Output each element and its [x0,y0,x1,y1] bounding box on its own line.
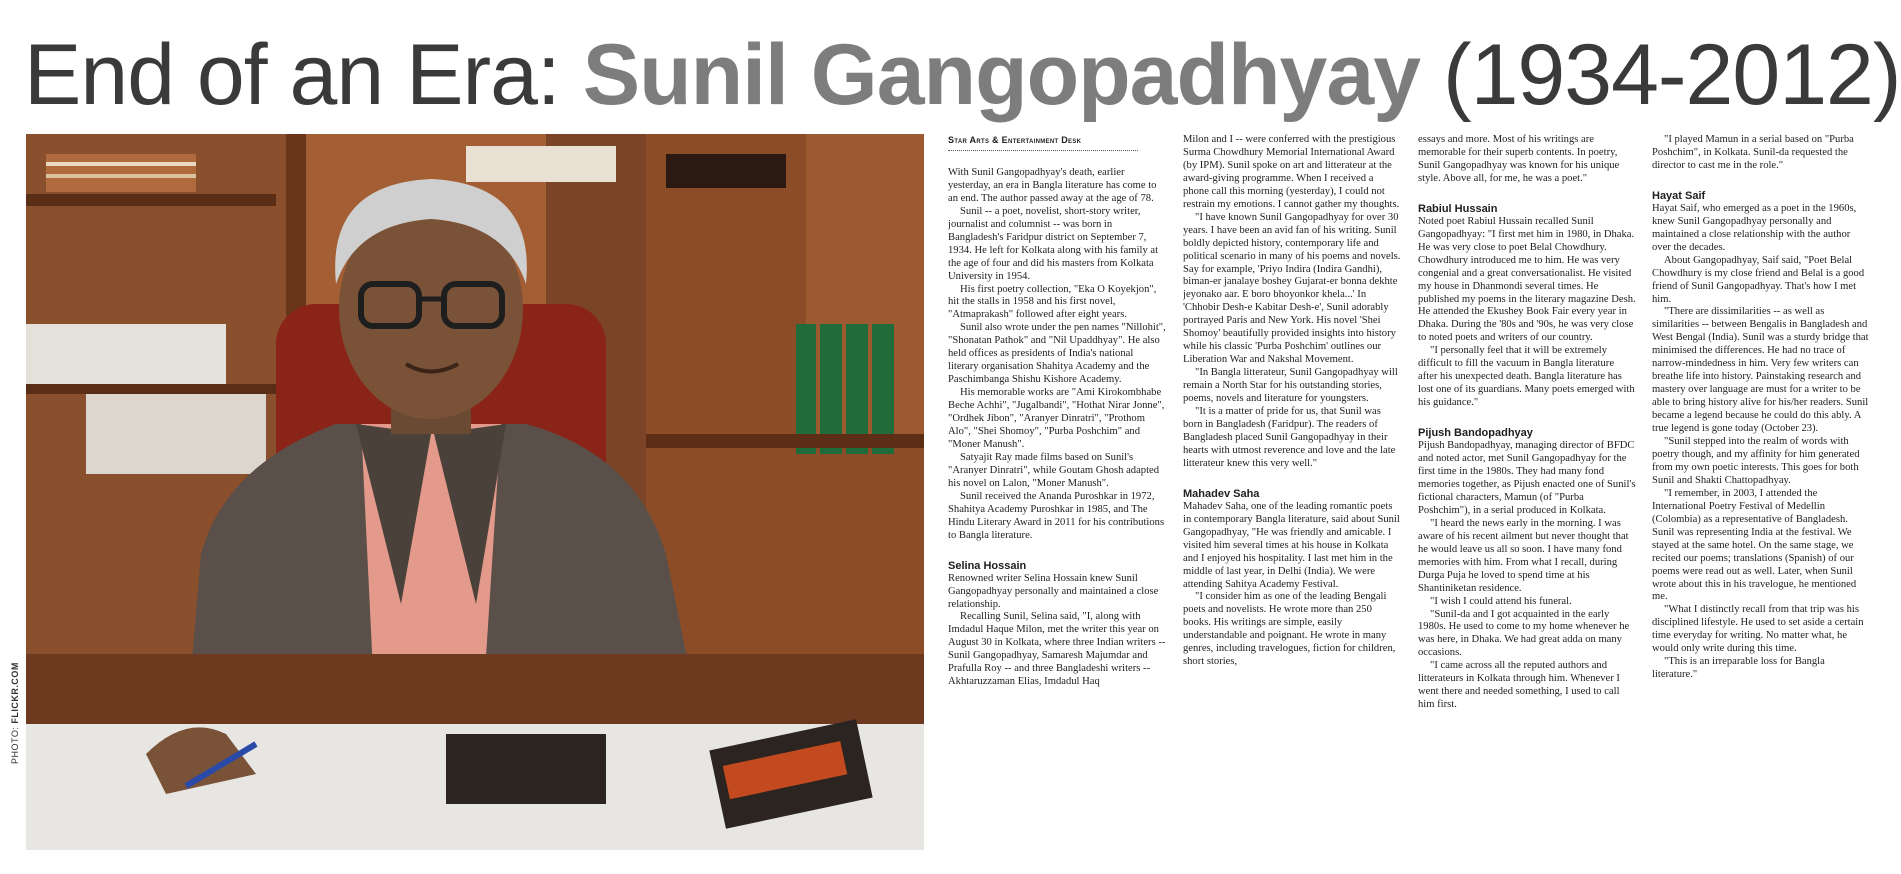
subhead-mahadev-saha: Mahadev Saha [1183,487,1260,500]
paragraph: essays and more. Most of his writings are memorable for their superb contents. In poetry, Sunil Gangopadhyay was known for his unique style. Above all, for me, he was a poet." [1418,134,1620,184]
article-column-3 [1418,134,1636,854]
paragraph: "I heard the news early in the morning. I was aware of his recent ailment but never thought that he would leave us all so soon. I have many fond memories with him. From what I recall, during Durga Puja he loved to spend time at his Shantiniketan residence. [1418,517,1629,594]
paragraph: Renowned writer Selina Hossain knew Sunil Gangopadhyay personally and maintained a close relationship. [948,572,1159,610]
subhead-selina-hossain: Selina Hossain [948,559,1027,572]
photo-credit [10,662,22,764]
paragraph: "I personally feel that it will be extremely difficult to fill the vacuum in Bangla literature after his unexpected death. Bangla literature has lost one of its guardians. Many poets emerged with his guidance." [1418,345,1635,409]
headline [24,20,1901,130]
paragraph: With Sunil Gangopadhyay's death, earlier yesterday, an era in Bangla literature has come to an end. The author passed away at the age of 78. [948,166,1157,204]
paragraph: "I played Mamun in a serial based on "Purba Poshchim", in Kolkata. Sunil-da requested the director to cast me in the role." [1652,134,1854,171]
paragraph: Pijush Bandopadhyay, managing director of BFDC and noted actor, met Sunil Gangopadhyay for the first time in the 1980s. They had many fond memories together, as Pijush enacted one of Sunil's fictional characters, Mamun (of "Purba Poshchim"), in a serial produced in Kolkata. [1418,440,1636,516]
paragraph: "It is a matter of pride for us, that Sunil was born in Bangladesh (Faridpur). The readers of Bangladesh placed Sunil Gangopadhyay in their hearts with utmost reverence and love and the late litterateur knew this very well." [1183,406,1396,469]
byline: Star Arts & Entertainment Desk [948,134,1138,151]
paragraph: Hayat Saif, who emerged as a poet in the 1960s, knew Sunil Gangopadhyay personally and maintained a close relationship with the author over the decades. [1652,202,1857,253]
paragraph: "Sunil stepped into the realm of words with poetry though, and my affinity for him generated from my own poetic interests. This goes for both Sunil and Shakti Chattopadhyay. [1652,436,1860,486]
article-column-4 [1652,134,1870,854]
paragraph: Noted poet Rabiul Hussain recalled Sunil Gangopadhyay: "I first met him in 1980, in Dhaka. He was very close to poet Belal Chowdhury. Chowdhury introduced me to him. He was very congenial and a great conversationalist. He visited my house in Dhanmondi several times. He published my poems in the literary magazine Desh. He attended the Ekushey Book Fair every year in Dhaka. During the '80s and '90s, he was very close to noted poets and writers of our country. [1418,215,1636,344]
subhead-rabiul-hussain: Rabiul Hussain [1418,202,1498,215]
subhead-hayat-saif: Hayat Saif [1652,189,1706,202]
paragraph: "I remember, in 2003, I attended the International Poetry Festival of Medellin (Colombia) as a representative of Bangladesh. Sunil was representing India at the festival. We stayed at the same hotel. On the same stage, we recited our poems; translations (Spanish) of our poems were read out as well. Later, when Sunil wrote about this in his travelogue, he mentioned me. [1652,487,1857,603]
paragraph: "I consider him as one of the leading Bengali poets and novelists. He wrote more than 250 books. His writings are simple, easily understandable and poignant. He wrote in many genres, including travelogues, fiction for children, short stories, [1183,591,1396,668]
headline-lead: End of an Era: [24,27,583,123]
paragraph: Sunil received the Ananda Puroshkar in 1972, Shahitya Academy Puroshkar in 1985, and The Hindu Literary Award in 2011 for his contributions to Bangla literature. [948,490,1165,541]
paragraph: Satyajit Ray made films based on Sunil's "Aranyer Dinratri", while Goutam Ghosh adapted his novel on Lalon, "Moner Manush". [948,451,1160,489]
paragraph: Sunil also wrote under the pen names "Nillohit", "Shonatan Pathok" and "Nil Upaddhyay". He also held offices as presidents of India's national literary organisation Shahitya Academy and the Paschimbanga Shishu Kishore Academy. [948,322,1166,386]
paragraph: "In Bangla litterateur, Sunil Gangopadhyay will remain a North Star for his outstanding stories, poems, novels and literature for youngsters. [1183,367,1398,405]
paragraph: Mahadev Saha, one of the leading romantic poets in contemporary Bangla literature, said about Sunil Gangopadhyay, "He was friendly and amicable. I visited him several times at his house in Kolkata and I enjoyed his hospitality. I last met him in the middle of last year, in Delhi (India). We were attending Sahitya Academy Festival. [1183,500,1400,590]
paragraph: "This is an irreparable loss for Bangla literature." [1652,656,1825,681]
article-column-2 [1183,134,1401,854]
paragraph: "There are dissimilarities -- as well as similarities -- between Bengalis in Bangladesh and West Bengal (India). Sunil was a sturdy bridge that minimised the differences. He had no trace of narrow-mindedness in him. Very few writers can breathe life into history. Painstaking research and mastery over language are must for a writer to be able to bring history alive for his/her readers. Sunil became a legend because he could do this ably. A true legend is gone today (October 23). [1652,306,1869,435]
headline-name: Sunil Gangopadhyay [582,27,1421,123]
paragraph: About Gangopadhyay, Saif said, "Poet Belal Chowdhury is my close friend and Belal is a good friend of Sunil Gangopadhyay. That's how I met him. [1652,254,1865,305]
paragraph: "I wish I could attend his funeral. [1430,595,1572,607]
subhead-pijush-bandopadhyay: Pijush Bandopadhyay [1418,427,1533,440]
author-photo [26,134,924,850]
paragraph: "I have known Sunil Gangopadhyay for over 30 years. I have been an avid fan of his writing. Sunil boldly depicted history, contemporary life and political scenario in many of his poems and novels. Say for example, 'Priyo Indira (Indira Gandhi), biman-er janalaye boshey Gujarat-er bonna dekhte jeyonako aar. E boro bhoyonkor khela...' In 'Chhobir Desh-e Kabitar Desh-e', Sunil adorably portrayed Paris and New York. His novel 'Shei Shomoy' beautifully provided insights into history while his classic 'Purba Poshchim' outlines our Liberation War and Nakshal Movement. [1183,211,1401,366]
paragraph: His first poetry collection, "Eka O Koyekjon", hit the stalls in 1958 and his first novel, "Atmaprakash" followed after eight years. [948,283,1157,321]
photo-credit-source: FLICKR.COM [10,662,20,724]
paragraph: Recalling Sunil, Selina said, "I, along with Imdadul Haque Milon, met the writer this year on August 30 in Kolkata, where three Indian writers -- Sunil Gangopadhyay, Samaresh Majumdar and Prafulla Roy -- and three Bangladeshi writers -- Akhtaruzzaman Elias, Imdadul Haq [948,611,1166,688]
headline-years: (1934-2012) [1420,27,1901,123]
photo-credit-prefix: PHOTO: [10,723,20,764]
paragraph: "Sunil-da and I got acquainted in the early 1980s. He used to come to my home whenever he was here, in Dhaka. We had great adda on many occasions. [1418,608,1630,659]
paragraph: "I came across all the reputed authors and litterateurs in Kolkata through him. Whenever I went there and needed something, I used to call him first. [1418,660,1620,711]
article-column-1 [948,134,1166,854]
paragraph: Sunil -- a poet, novelist, short-story writer, journalist and columnist -- was born in Bangladesh's Faridpur district on September 7, 1934. He left for Kolkata along with his family at the age of four and did his masters from Kolkata University in 1954. [948,205,1159,282]
paragraph: His memorable works are "Ami Kirokombhabe Beche Achhi", "Jugalbandi", "Hothat Nirar Jonne", "Ordhek Jibon", "Aranyer Dinratri", "Prothom Alo", "Shei Shomoy", "Purba Poshchim" and "Moner Manush". [948,387,1165,450]
paragraph: Milon and I -- were conferred with the prestigious Surma Chowdhury Memorial International Award (by IPM). Sunil spoke on art and litterateur at the award-giving programme. When I received a phone call this morning (yesterday), I could not restrain my emotions. I cannot gather my thoughts. [1183,134,1400,210]
paragraph: "What I distinctly recall from that trip was his disciplined lifestyle. He used to set aside a certain time everyday for writing. No matter what, he would only write during this time. [1652,604,1864,655]
